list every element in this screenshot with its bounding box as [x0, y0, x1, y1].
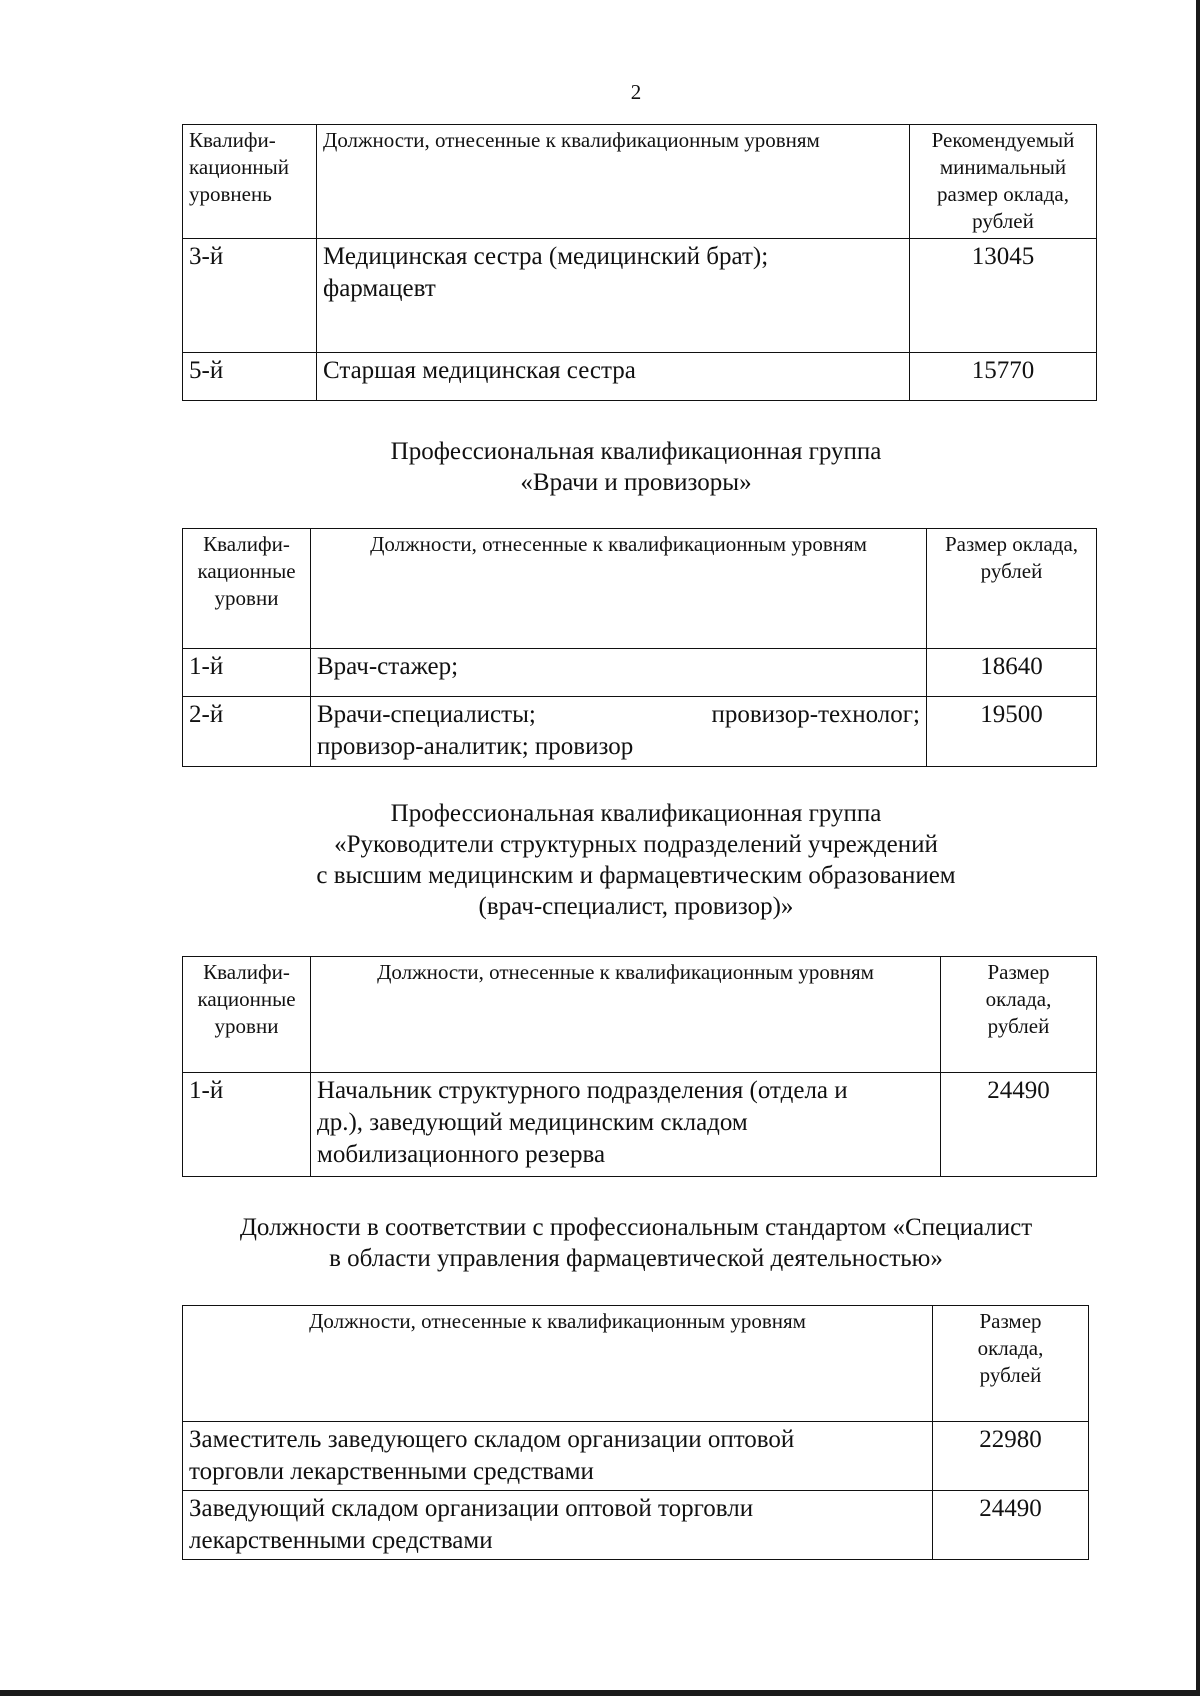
cell-position: Начальник структурного подразделения (отдела и др.), заведующий медицинским складом мобилизационного резерва — [311, 1073, 941, 1177]
table-row — [183, 649, 1097, 697]
cell-position: Старшая медицинская сестра — [317, 353, 910, 401]
position-text: провизор-технолог; — [711, 701, 920, 728]
cell-position: Заместитель заведующего складом организации оптовой торговли лекарственными средствами — [183, 1422, 933, 1491]
header-positions: Должности, отнесенные к квалификационным уровням — [311, 529, 927, 649]
table-row — [183, 239, 1097, 353]
header-level: Квалифи- кационный уровнень — [183, 125, 317, 239]
heading-line: Должности в соответствии с профессиональным стандартом «Специалист — [239, 1214, 1033, 1241]
table-doctors — [182, 528, 1097, 767]
cell-level: 1-й — [183, 649, 311, 697]
header-salary: Рекомендуемый минимальный размер оклада, рублей — [910, 125, 1097, 239]
header-salary: Размер оклада, рублей — [941, 957, 1097, 1073]
heading-line: «Врачи и провизоры» — [520, 469, 752, 496]
heading-line: с высшим медицинским и фармацевтическим образованием — [316, 862, 956, 889]
table-pharma-warehouse — [182, 1305, 1089, 1560]
header-positions: Должности, отнесенные к квалификационным уровням — [311, 957, 941, 1073]
table-header-row — [183, 1306, 1089, 1422]
header-positions: Должности, отнесенные к квалификационным уровням — [317, 125, 910, 239]
position-text: Врачи-специалисты; — [317, 701, 536, 728]
header-level: Квалифи- кационные уровни — [183, 957, 311, 1073]
cell-salary: 15770 — [910, 353, 1097, 401]
cell-level: 2-й — [183, 697, 311, 767]
cell-salary: 24490 — [933, 1491, 1089, 1560]
section-heading-doctors — [0, 436, 1200, 498]
table-managers — [182, 956, 1097, 1177]
table-row — [183, 1491, 1089, 1560]
heading-line: «Руководители структурных подразделений учреждений — [334, 831, 938, 858]
cell-level: 1-й — [183, 1073, 311, 1177]
table-nurses — [182, 124, 1097, 401]
cell-position: Заведующий складом организации оптовой торговли лекарственными средствами — [183, 1491, 933, 1560]
table-row — [183, 1073, 1097, 1177]
section-heading-managers — [0, 798, 1200, 922]
cell-salary: 19500 — [927, 697, 1097, 767]
cell-level: 3-й — [183, 239, 317, 353]
cell-position — [311, 697, 927, 767]
table-header-row — [183, 957, 1097, 1073]
table-row — [183, 697, 1097, 767]
cell-position: Медицинская сестра (медицинский брат); фармацевт — [317, 239, 910, 353]
cell-salary: 13045 — [910, 239, 1097, 353]
heading-line: Профессиональная квалификационная группа — [390, 800, 882, 827]
cell-position: Врач-стажер; — [311, 649, 927, 697]
heading-line: Профессиональная квалификационная группа — [390, 438, 882, 465]
heading-line: в области управления фармацевтической деятельностью» — [329, 1245, 943, 1272]
table-row — [183, 353, 1097, 401]
section-heading-pharma-standard — [0, 1212, 1200, 1274]
cell-level: 5-й — [183, 353, 317, 401]
table-row — [183, 1422, 1089, 1491]
heading-line: (врач-специалист, провизор)» — [478, 893, 794, 920]
page-number: 2 — [630, 80, 642, 104]
page-edge-bottom — [0, 1690, 1200, 1696]
cell-salary: 24490 — [941, 1073, 1097, 1177]
table-header-row — [183, 125, 1097, 239]
header-salary: Размер оклада, рублей — [933, 1306, 1089, 1422]
header-positions: Должности, отнесенные к квалификационным уровням — [183, 1306, 933, 1422]
header-level: Квалифи- кационные уровни — [183, 529, 311, 649]
header-salary: Размер оклада, рублей — [927, 529, 1097, 649]
cell-salary: 22980 — [933, 1422, 1089, 1491]
table-header-row — [183, 529, 1097, 649]
cell-salary: 18640 — [927, 649, 1097, 697]
position-text: провизор-аналитик; провизор — [317, 733, 634, 760]
